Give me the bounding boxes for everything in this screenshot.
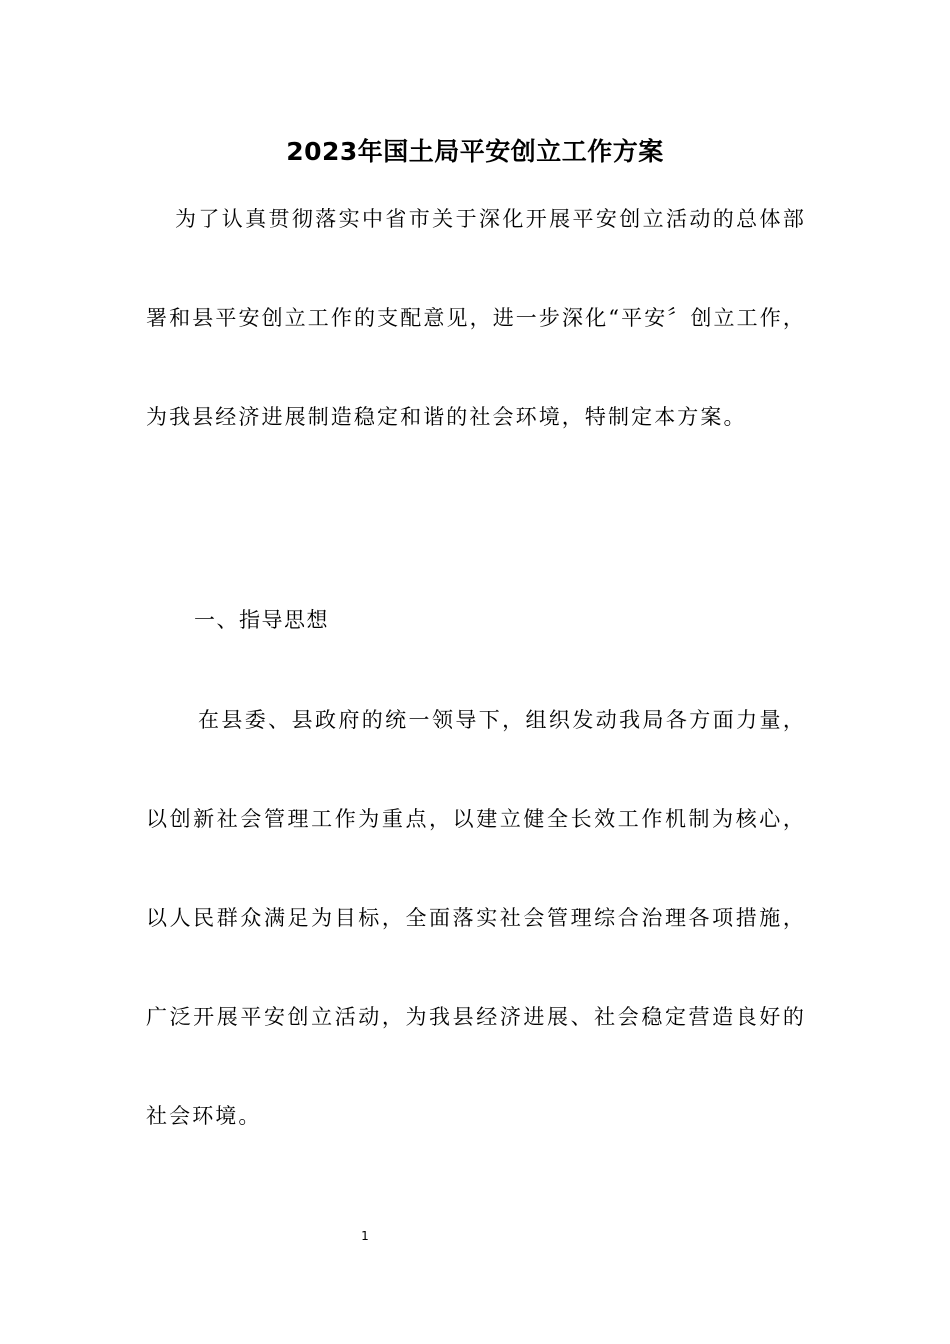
document-title: 2023年国土局平安创立工作方案	[286, 137, 664, 166]
section-paragraph: 在县委、县政府的统一领导下，组织发动我局各方面力量，以创新社会管理工作为重点，以建立健全长效工作机制为核心，以人民群众满足为目标，全面落实社会管理综合治理各项措施，广泛开展平安创立活动，为我县经济进展、社会稳定营造良好的社会环境。	[146, 708, 806, 1128]
page-number: 1	[361, 1229, 369, 1243]
section-heading: 一、指导思想	[194, 608, 329, 632]
intro-paragraph: 为了认真贯彻落实中省市关于深化开展平安创立活动的总体部署和县平安创立工作的支配意见，进一步深化“平安〞创立工作，为我县经济进展制造稳定和谐的社会环境，特制定本方案。	[146, 207, 806, 429]
